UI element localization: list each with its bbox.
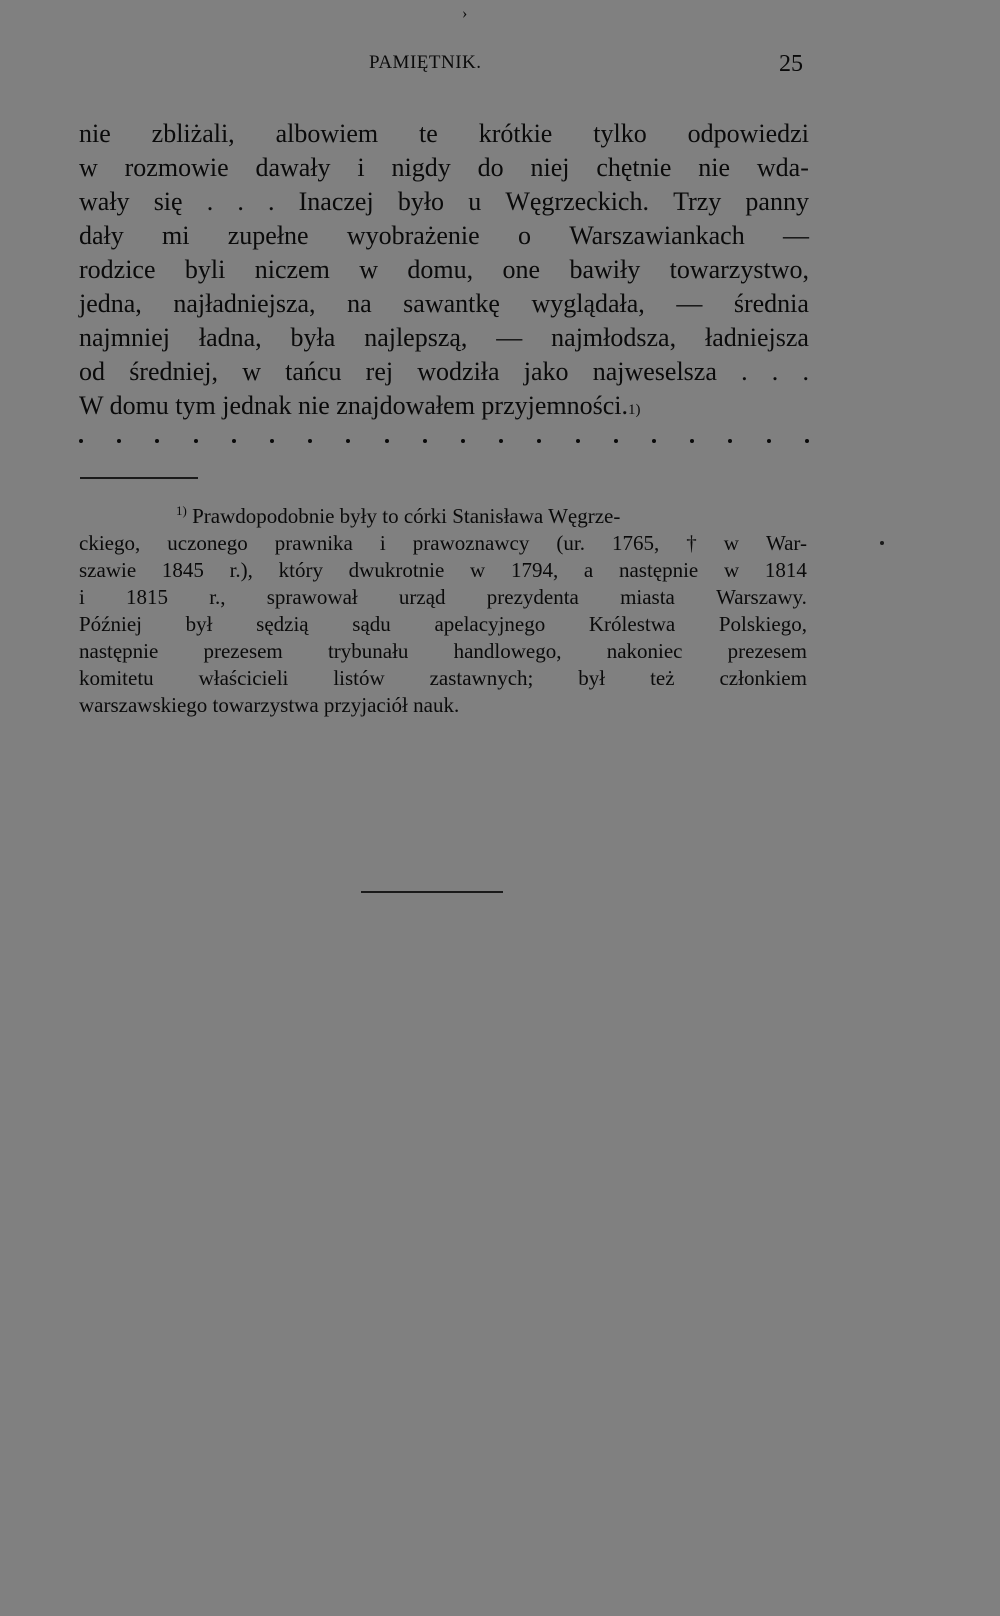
word: rej <box>365 357 394 386</box>
word: 1814 <box>764 558 807 582</box>
word: zupełne <box>227 221 309 250</box>
omission-dot <box>79 439 83 443</box>
word: . <box>741 357 748 386</box>
word: War- <box>765 531 807 555</box>
word: się <box>153 187 183 216</box>
word: następnie <box>79 639 159 663</box>
word: prezydenta <box>486 585 579 609</box>
word: był <box>185 612 213 636</box>
word: byli <box>184 255 226 284</box>
word: niej <box>530 153 570 182</box>
omission-dot <box>423 439 427 443</box>
word: uczonego <box>167 531 248 555</box>
word: apelacyjnego <box>434 612 546 636</box>
text-line <box>79 355 809 389</box>
top-ornament-mark: › <box>462 5 468 22</box>
word: Warszawiankach <box>569 221 745 250</box>
word: ckiego, <box>79 531 141 555</box>
word: sędzią <box>256 612 309 636</box>
omission-dot <box>805 439 809 443</box>
text-line <box>79 253 809 287</box>
word: najładniejsza, <box>173 289 316 318</box>
word: na <box>347 289 372 318</box>
word: nie <box>79 119 111 148</box>
word: w <box>470 558 486 582</box>
word: rodzice <box>79 255 156 284</box>
word: krótkie <box>478 119 553 148</box>
word: w <box>359 255 378 284</box>
word: Trzy <box>673 187 722 216</box>
word: . <box>206 187 214 216</box>
text-line <box>79 287 809 321</box>
word: najweselsza <box>592 357 717 386</box>
footnote-separator-rule <box>80 477 198 479</box>
word: tańcu <box>285 357 342 386</box>
word: Polskiego, <box>718 612 807 636</box>
word: sawantkę <box>403 289 500 318</box>
word: wyobrażenie <box>346 221 480 250</box>
word: mi <box>162 221 190 250</box>
word: 1815 <box>126 585 169 609</box>
word: † <box>686 531 697 555</box>
word: i <box>357 153 365 182</box>
word: niczem <box>254 255 330 284</box>
word: komitetu <box>79 666 154 690</box>
omission-dot <box>194 439 198 443</box>
word: . <box>802 357 809 386</box>
word: nigdy <box>391 153 451 182</box>
word: Warszawy. <box>716 585 807 609</box>
text-line <box>79 151 809 185</box>
word: a <box>583 558 594 582</box>
text-line <box>79 185 809 219</box>
word: tylko <box>593 119 647 148</box>
word: handlowego, <box>453 639 562 663</box>
word: urząd <box>398 585 446 609</box>
word: te <box>419 119 438 148</box>
text-line <box>79 117 809 151</box>
word: 1794, <box>510 558 559 582</box>
word: domu, <box>407 255 474 284</box>
word: dały <box>79 221 124 250</box>
omission-dot <box>614 439 618 443</box>
omission-dot <box>767 439 771 443</box>
omission-dot <box>385 439 389 443</box>
omission-dot <box>652 439 656 443</box>
word: . <box>237 187 244 216</box>
word: u <box>468 187 482 216</box>
word: Królestwa <box>588 612 676 636</box>
word: dwukrotnie <box>348 558 445 582</box>
word: ładna, <box>198 323 262 352</box>
word: była <box>290 323 336 352</box>
word: bawiły <box>569 255 641 284</box>
word: średnia <box>733 289 809 318</box>
footnote-line <box>79 611 807 638</box>
word: następnie <box>618 558 699 582</box>
omission-dot <box>155 439 159 443</box>
omission-dot <box>576 439 580 443</box>
word: sądu <box>352 612 391 636</box>
word: — <box>676 289 703 318</box>
word: wały <box>79 187 130 216</box>
omission-dots <box>79 426 809 456</box>
word: najlepszą, <box>364 323 468 352</box>
word: — <box>782 221 809 250</box>
word: średniej, <box>129 357 218 386</box>
word: one <box>502 255 541 284</box>
word: w <box>242 357 261 386</box>
word: 1765, <box>611 531 660 555</box>
main-text <box>79 117 809 423</box>
word: listów <box>333 666 385 690</box>
word: był <box>578 666 606 690</box>
omission-dot <box>308 439 312 443</box>
word: i <box>79 585 85 609</box>
omission-dot <box>346 439 350 443</box>
word: i <box>379 531 386 555</box>
omission-dot <box>232 439 236 443</box>
word: nakoniec <box>606 639 683 663</box>
omission-dot <box>537 439 541 443</box>
word: sprawował <box>266 585 358 609</box>
word: też <box>650 666 675 690</box>
word: r., <box>209 585 226 609</box>
word: Później <box>79 612 142 636</box>
footnote-line <box>79 638 807 665</box>
word: nie <box>698 153 731 182</box>
word: w <box>723 531 739 555</box>
word: członkiem <box>719 666 807 690</box>
footnote-line-first <box>79 503 807 530</box>
word: — <box>496 323 523 352</box>
omission-dot <box>690 439 694 443</box>
word: prezesem <box>727 639 807 663</box>
stray-ink-mark <box>880 541 884 545</box>
word: . <box>268 187 275 216</box>
text-line-last: W domu tym jednak nie znajdowałem przyjemności. 1) <box>79 389 809 423</box>
word: w <box>79 153 98 182</box>
text-line <box>79 321 809 355</box>
footnote-marker: 1) <box>176 503 187 518</box>
running-title: PAMIĘTNIK. <box>369 52 482 73</box>
omission-dot <box>728 439 732 443</box>
word: Inaczej <box>298 187 374 216</box>
omission-dot <box>461 439 465 443</box>
word: jako <box>523 357 569 386</box>
omission-dot <box>270 439 274 443</box>
word: Węgrzeckich. <box>505 187 649 216</box>
footnote-line-content <box>176 503 620 530</box>
word: rozmowie <box>124 153 229 182</box>
footnote-line <box>79 584 807 611</box>
word: w <box>723 558 740 582</box>
word: od <box>79 357 105 386</box>
word: wda- <box>756 153 809 182</box>
word: najmniej <box>79 323 170 352</box>
word: towarzystwo, <box>669 255 809 284</box>
running-head <box>0 50 1000 80</box>
footnote <box>79 503 807 719</box>
word: trybunału <box>327 639 409 663</box>
word: zbliżali, <box>151 119 235 148</box>
word: albowiem <box>275 119 379 148</box>
word: r.), <box>229 558 253 582</box>
word: miasta <box>620 585 675 609</box>
footnote-line <box>79 530 807 557</box>
word: który <box>278 558 323 582</box>
word: prawoznawcy <box>412 531 530 555</box>
word: . <box>771 357 779 386</box>
footnote-line <box>79 665 807 692</box>
text-line-content: W domu tym jednak nie znajdowałem przyjemności. <box>79 391 628 420</box>
word: panny <box>745 187 809 216</box>
omission-dot <box>117 439 121 443</box>
word: prezesem <box>203 639 283 663</box>
word: o <box>517 221 531 250</box>
footnote-line <box>79 557 807 584</box>
word: wyglądała, <box>531 289 645 318</box>
word: właścicieli <box>198 666 289 690</box>
word: chętnie <box>596 153 672 182</box>
word: dawały <box>255 153 331 182</box>
word: było <box>397 187 445 216</box>
word: do <box>477 153 504 182</box>
footnote-line-last: warszawskiego towarzystwa przyjaciół nauk. <box>79 693 460 717</box>
word: wodziła <box>417 357 500 386</box>
word: odpowiedzi <box>687 119 809 148</box>
word: najmłodsza, <box>551 323 677 352</box>
footnote-first-text: Prawdopodobnie były to córki Stanisława Węgrze- <box>192 504 621 528</box>
word: ładniejsza <box>704 323 809 352</box>
page-number: 25 <box>779 51 803 77</box>
word: 1845 <box>161 558 204 582</box>
omission-dot <box>499 439 503 443</box>
word: jedna, <box>79 289 142 318</box>
text-line <box>79 219 809 253</box>
end-rule <box>361 891 503 893</box>
word: zastawnych; <box>429 666 534 690</box>
word: szawie <box>79 558 137 582</box>
word: prawnika <box>274 531 353 555</box>
word: (ur. <box>556 531 585 555</box>
